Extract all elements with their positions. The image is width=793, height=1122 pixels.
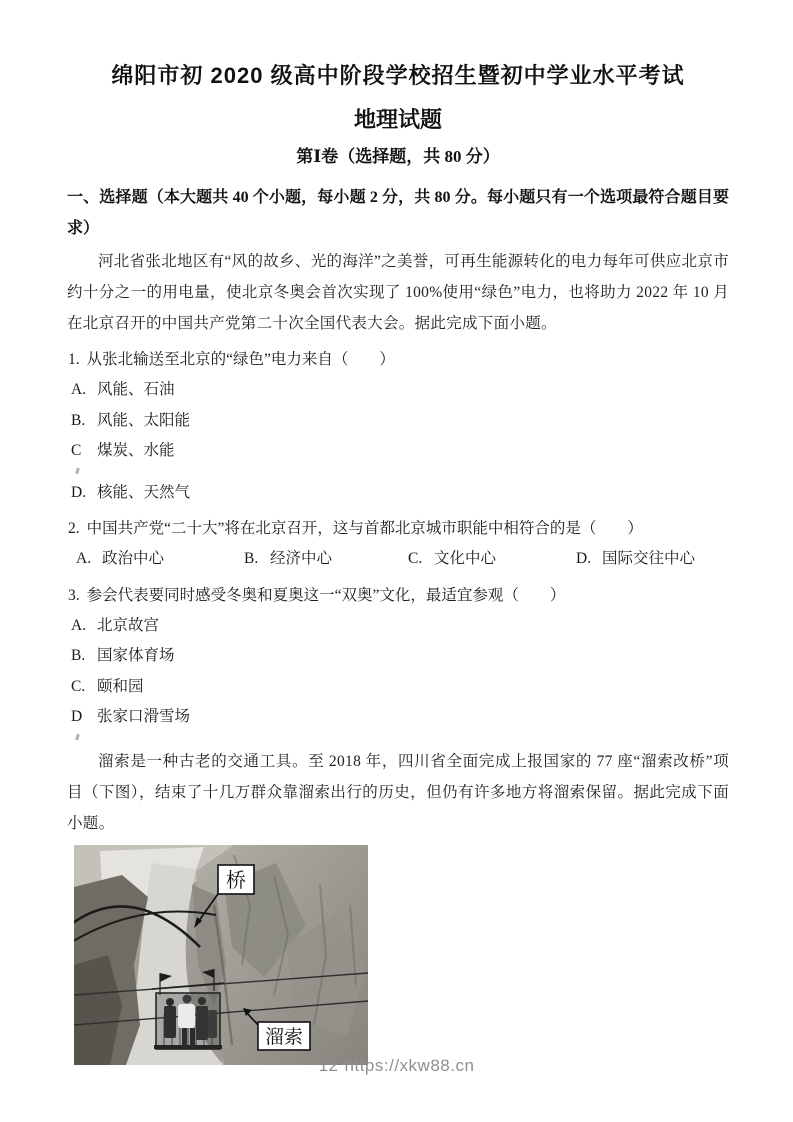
question-2-option-c — [404, 544, 572, 575]
question-2-text: 中国共产党“二十大”将在北京召开，这与首都北京城市职能中相符合的是（ ） — [86, 520, 643, 537]
question-2-options-row — [67, 544, 729, 575]
section-header: 第Ⅰ卷（选择题，共 80 分） — [296, 147, 500, 166]
question-2-option-d — [572, 544, 729, 575]
option-text: 风能、石油 — [97, 381, 175, 398]
page-number: 12 — [318, 1056, 339, 1075]
bridge-label: 桥 — [226, 869, 246, 892]
option-text: 国际交往中心 — [602, 550, 696, 567]
question-1-option-b — [67, 406, 729, 437]
option-text: 颐和园 — [97, 677, 144, 695]
option-label: C. — [71, 677, 86, 695]
option-label: C. — [408, 550, 423, 567]
question-3-option-c — [67, 672, 729, 703]
question-1-text: 从张北输送至北京的“绿色”电力来自（ ） — [86, 351, 395, 368]
question-2 — [67, 513, 729, 575]
option-text: 国家体育场 — [97, 647, 175, 664]
option-label: A. — [76, 550, 92, 567]
canyon-photo-illustration — [74, 845, 368, 1065]
page-footer — [0, 1056, 793, 1076]
option-text: 政治中心 — [102, 550, 165, 567]
zipline-label: 溜索 — [264, 1026, 304, 1048]
option-label: D. — [576, 550, 592, 567]
option-label: A. — [71, 381, 87, 398]
question-1-option-c — [67, 436, 729, 467]
question-3-option-b — [67, 641, 729, 672]
question-2-option-b — [240, 544, 404, 575]
scan-artifact-mark — [67, 467, 729, 478]
question-1-stem — [67, 344, 729, 375]
exam-subject-title: 地理试题 — [353, 107, 442, 132]
option-label: D. — [71, 483, 87, 501]
question-3-stem — [67, 580, 729, 611]
option-text: 北京故宫 — [97, 616, 160, 634]
question-2-stem — [67, 513, 729, 544]
question-1-option-d — [67, 478, 729, 509]
question-3-number: 3. — [68, 586, 80, 604]
option-label: C — [71, 442, 82, 459]
question-3-option-a — [67, 611, 729, 642]
zipline-canyon-photo — [74, 845, 368, 1065]
question-2-option-a — [72, 544, 240, 575]
question-1-option-a — [67, 375, 729, 406]
option-text: 核能、天然气 — [97, 483, 191, 501]
option-text: 张家口滑雪场 — [97, 708, 191, 725]
option-label: A. — [71, 616, 87, 634]
scan-artifact-mark — [67, 733, 729, 744]
option-text: 煤炭、水能 — [97, 442, 175, 459]
question-2-number: 2. — [68, 520, 80, 537]
question-1-number: 1. — [68, 351, 80, 368]
section-instructions: 一、选择题（本大题共 40 个小题，每小题 2 分，共 80 分。每小题只有一个选项最符合题目要求） — [67, 189, 729, 237]
passage-1: 河北省张北地区有“风的故乡、光的海洋”之美誉，可再生能源转化的电力每年可供应北京市约十分之一的用电量，使北京冬奥会首次实现了 100%使用“绿色”电力，也将助力 2022 年 10 月在北京召开的中国共产党第二十次全国代表大会。据此完成下面小题。 — [67, 253, 729, 332]
question-1 — [67, 344, 729, 508]
watermark-url: https://xkw88.cn — [344, 1056, 475, 1075]
option-text: 文化中心 — [434, 550, 497, 567]
option-text: 风能、太阳能 — [97, 411, 191, 429]
option-text: 经济中心 — [270, 550, 333, 567]
option-label: B. — [244, 550, 259, 567]
question-3-text: 参会代表要同时感受冬奥和夏奥这一“双奥”文化，最适宜参观（ ） — [86, 586, 566, 604]
document-content — [67, 0, 729, 1065]
page-title: 绵阳市初 2020 级高中阶段学校招生暨初中学业水平考试 — [111, 63, 685, 88]
option-label: D — [71, 708, 83, 725]
question-3-option-d — [67, 702, 729, 733]
option-label: B. — [71, 647, 86, 664]
option-label: B. — [71, 411, 86, 429]
question-3 — [67, 580, 729, 744]
passage-2: 溜索是一种古老的交通工具。至 2018 年，四川省全面完成上报国家的 77 座“溜索改桥”项目（下图），结束了十几万群众靠溜索出行的历史，但仍有许多地方将溜索保留。据此完成下面小题。 — [67, 752, 729, 832]
